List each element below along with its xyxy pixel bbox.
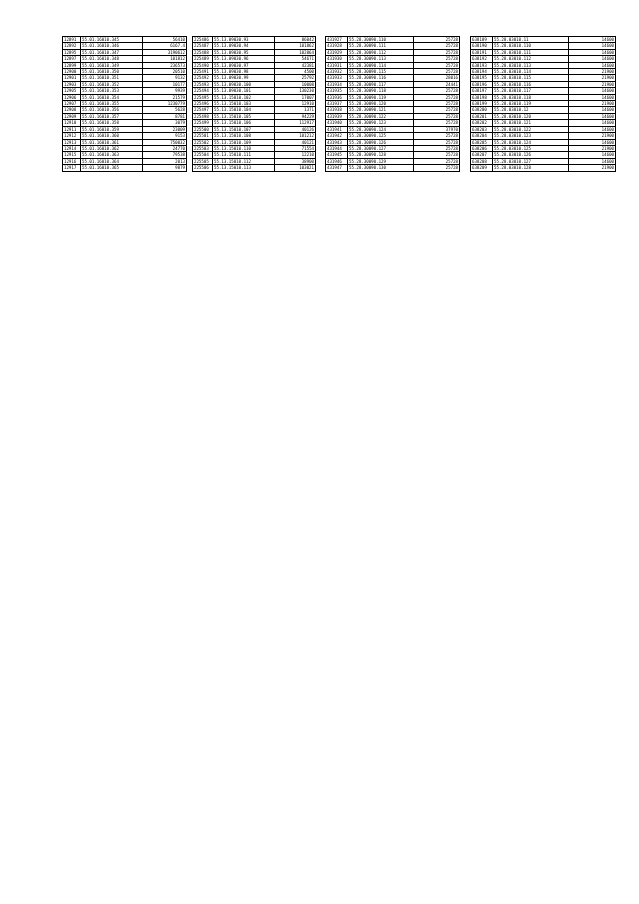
account-code: 55.01.16010.356 <box>81 107 143 113</box>
row-id: 638195 <box>471 75 493 81</box>
row-id: 431945 <box>326 152 348 158</box>
row-id: 638190 <box>471 43 493 49</box>
amount: 21900 <box>569 133 616 139</box>
row-id: 638209 <box>471 165 493 171</box>
row-id: 638192 <box>471 56 493 62</box>
row-id: 225500 <box>193 126 213 132</box>
amount: 8781 <box>143 113 187 119</box>
amount: 25792 <box>275 75 316 81</box>
amount: 236573 <box>143 62 187 68</box>
row-id: 225499 <box>193 120 213 126</box>
amount: 25728 <box>414 145 460 151</box>
amount: 37970 <box>414 126 460 132</box>
account-code: 55.13.15010.102 <box>213 94 275 100</box>
account-code: 55.13.15010.104 <box>213 107 275 113</box>
amount: 25728 <box>414 139 460 145</box>
row-id: 431935 <box>326 88 348 94</box>
amount: 56410 <box>143 37 187 43</box>
account-code: 55.01.16010.351 <box>81 75 143 81</box>
row-id: 225487 <box>193 43 213 49</box>
account-code: 55.28.03010.126 <box>493 152 569 158</box>
account-code: 55.28.30090.117 <box>348 81 414 87</box>
row-id: 638206 <box>471 145 493 151</box>
account-code: 55.28.03010.128 <box>493 165 569 171</box>
account-code: 55.01.16010.360 <box>81 133 143 139</box>
row-id: 225504 <box>193 152 213 158</box>
account-code: 55.13.09030.96 <box>213 56 275 62</box>
row-id: 12905 <box>63 88 81 94</box>
row-id: 225490 <box>193 62 213 68</box>
amount: 25728 <box>414 62 460 68</box>
account-code: 55.01.16010.357 <box>81 113 143 119</box>
table-row <box>193 165 316 171</box>
amount: 25728 <box>414 43 460 49</box>
amount: 9132 <box>143 75 187 81</box>
amount: 10177 <box>143 81 187 87</box>
amount: 86042 <box>275 37 316 43</box>
amount: 14600 <box>569 43 616 49</box>
amount: 25728 <box>414 120 460 126</box>
row-id: 638203 <box>471 126 493 132</box>
amount: 14600 <box>569 113 616 119</box>
amount: 1371 <box>275 107 316 113</box>
amount: 101212 <box>275 133 316 139</box>
account-code: 55.01.16010.358 <box>81 120 143 126</box>
account-code: 55.28.03010.11 <box>493 37 569 43</box>
account-code: 55.13.15010.110 <box>213 145 275 151</box>
row-id: 638204 <box>471 133 493 139</box>
row-id: 431947 <box>326 165 348 171</box>
amount: 25728 <box>414 49 460 55</box>
amount: 12910 <box>275 101 316 107</box>
row-id: 225488 <box>193 49 213 55</box>
row-id: 12895 <box>63 49 81 55</box>
amount: 94229 <box>275 113 316 119</box>
amount: 42381 <box>275 62 316 68</box>
ledger-column-3 <box>325 36 460 172</box>
amount: 40126 <box>275 126 316 132</box>
account-code: 55.13.15010.108 <box>213 133 275 139</box>
amount: 25728 <box>414 158 460 164</box>
account-code: 55.28.30090.112 <box>348 49 414 55</box>
row-id: 431930 <box>326 56 348 62</box>
row-id: 225492 <box>193 75 213 81</box>
row-id: 431929 <box>326 49 348 55</box>
account-code: 55.01.16010.359 <box>81 126 143 132</box>
account-code: 55.13.09030.101 <box>213 88 275 94</box>
account-code: 55.01.16010.346 <box>81 43 143 49</box>
row-id: 638198 <box>471 94 493 100</box>
account-code: 55.01.16010.350 <box>81 69 143 75</box>
account-code: 55.28.03010.112 <box>493 56 569 62</box>
account-code: 55.28.30090.116 <box>348 75 414 81</box>
row-id: 12892 <box>63 43 81 49</box>
row-id: 225491 <box>193 69 213 75</box>
row-id: 638189 <box>471 37 493 43</box>
account-code: 55.28.03010.123 <box>493 133 569 139</box>
table-row <box>471 165 616 171</box>
amount: 25728 <box>414 165 460 171</box>
account-code: 55.28.30090.120 <box>348 101 414 107</box>
amount: 130230 <box>275 88 316 94</box>
row-id: 225506 <box>193 165 213 171</box>
row-id: 12914 <box>63 145 81 151</box>
row-id: 638191 <box>471 49 493 55</box>
account-code: 55.01.16010.362 <box>81 145 143 151</box>
row-id: 431942 <box>326 133 348 139</box>
account-code: 55.28.03010.124 <box>493 139 569 145</box>
amount: 25728 <box>414 107 460 113</box>
row-id: 638201 <box>471 113 493 119</box>
table-row <box>63 165 187 171</box>
ledger-column-2 <box>192 36 316 172</box>
row-id: 12901 <box>63 75 81 81</box>
row-id: 225486 <box>193 37 213 43</box>
row-id: 225494 <box>193 88 213 94</box>
account-code: 55.01.16010.355 <box>81 101 143 107</box>
row-id: 638197 <box>471 88 493 94</box>
row-id: 431940 <box>326 120 348 126</box>
account-code: 55.13.15010.106 <box>213 120 275 126</box>
amount: 25728 <box>414 88 460 94</box>
account-code: 55.01.16010.345 <box>81 37 143 43</box>
amount: 9939 <box>143 88 187 94</box>
amount: 25728 <box>414 56 460 62</box>
amount: 25728 <box>414 113 460 119</box>
amount: 14600 <box>569 107 616 113</box>
account-code: 55.01.16010.365 <box>81 165 143 171</box>
row-id: 431946 <box>326 158 348 164</box>
account-code: 55.28.03010.121 <box>493 120 569 126</box>
row-id: 431941 <box>326 126 348 132</box>
amount: 4500 <box>275 69 316 75</box>
account-code: 55.01.16010.353 <box>81 88 143 94</box>
amount: 14600 <box>569 158 616 164</box>
row-id: 12900 <box>63 69 81 75</box>
amount: 10008 <box>275 81 316 87</box>
row-id: 225497 <box>193 107 213 113</box>
row-id: 431939 <box>326 113 348 119</box>
account-code: 55.28.30090.128 <box>348 152 414 158</box>
account-code: 55.28.30090.119 <box>348 94 414 100</box>
amount: 25728 <box>414 133 460 139</box>
row-id: 12909 <box>63 113 81 119</box>
amount: 3190612 <box>143 49 187 55</box>
account-code: 55.28.30090.125 <box>348 133 414 139</box>
account-code: 55.28.30090.122 <box>348 113 414 119</box>
row-id: 12908 <box>63 107 81 113</box>
row-id: 225495 <box>193 94 213 100</box>
amount: 14600 <box>569 94 616 100</box>
account-code: 55.13.09030.95 <box>213 49 275 55</box>
amount: 25728 <box>414 69 460 75</box>
amount: 750032 <box>143 139 187 145</box>
amount: 14600 <box>569 56 616 62</box>
account-code: 55.28.03010.12 <box>493 107 569 113</box>
account-code: 55.01.16010.364 <box>81 158 143 164</box>
amount: 5628 <box>143 107 187 113</box>
row-id: 431937 <box>326 101 348 107</box>
amount: 79538 <box>143 152 187 158</box>
row-id: 638208 <box>471 158 493 164</box>
account-code: 55.28.30090.126 <box>348 139 414 145</box>
row-id: 431944 <box>326 145 348 151</box>
amount: 14600 <box>569 49 616 55</box>
row-id: 12907 <box>63 101 81 107</box>
amount: 20510 <box>143 69 187 75</box>
amount: 28016 <box>414 75 460 81</box>
account-code: 55.28.30090.113 <box>348 56 414 62</box>
account-code: 55.28.03010.115 <box>493 75 569 81</box>
account-code: 55.01.16010.347 <box>81 49 143 55</box>
row-id: 638205 <box>471 139 493 145</box>
account-code: 55.01.16010.349 <box>81 62 143 68</box>
row-id: 638200 <box>471 107 493 113</box>
amount: 101812 <box>143 56 187 62</box>
row-id: 431938 <box>326 107 348 113</box>
row-id: 638193 <box>471 62 493 68</box>
row-id: 12906 <box>63 94 81 100</box>
row-id: 225501 <box>193 133 213 139</box>
account-code: 55.13.09030.98 <box>213 69 275 75</box>
account-code: 55.28.30090.114 <box>348 62 414 68</box>
account-code: 55.01.16010.363 <box>81 152 143 158</box>
account-code: 55.28.03010.116 <box>493 81 569 87</box>
row-id: 12911 <box>63 126 81 132</box>
row-id: 431933 <box>326 75 348 81</box>
amount: 9153 <box>143 133 187 139</box>
amount: 21900 <box>569 69 616 75</box>
amount: 40121 <box>275 139 316 145</box>
amount: 71554 <box>275 145 316 151</box>
amount: 112917 <box>275 120 316 126</box>
row-id: 12916 <box>63 158 81 164</box>
ledger-column-4 <box>470 36 616 172</box>
account-code: 55.28.30090.121 <box>348 107 414 113</box>
account-code: 55.28.30090.115 <box>348 69 414 75</box>
amount: 14600 <box>569 37 616 43</box>
amount: 3079 <box>143 120 187 126</box>
row-id: 431928 <box>326 43 348 49</box>
amount: 101862 <box>275 43 316 49</box>
row-id: 12899 <box>63 62 81 68</box>
row-id: 431932 <box>326 69 348 75</box>
row-id: 12903 <box>63 81 81 87</box>
row-id: 12912 <box>63 133 81 139</box>
account-code: 55.01.16010.352 <box>81 81 143 87</box>
account-code: 55.01.16010.361 <box>81 139 143 145</box>
row-id: 225503 <box>193 145 213 151</box>
row-id: 431943 <box>326 139 348 145</box>
account-code: 55.13.15010.112 <box>213 158 275 164</box>
amount: 25728 <box>414 152 460 158</box>
table-row <box>326 165 460 171</box>
account-code: 55.28.03010.118 <box>493 94 569 100</box>
amount: 21900 <box>569 145 616 151</box>
ledger-column-1 <box>62 36 187 172</box>
row-id: 638194 <box>471 69 493 75</box>
account-code: 55.13.09030.97 <box>213 62 275 68</box>
account-code: 55.13.15010.113 <box>213 165 275 171</box>
row-id: 12913 <box>63 139 81 145</box>
row-id: 12910 <box>63 120 81 126</box>
row-id: 225502 <box>193 139 213 145</box>
row-id: 12917 <box>63 165 81 171</box>
account-code: 55.28.30090.127 <box>348 145 414 151</box>
account-code: 55.13.15010.109 <box>213 139 275 145</box>
amount: 14600 <box>569 152 616 158</box>
amount: 24441 <box>414 81 460 87</box>
amount: 6167.4 <box>143 43 187 49</box>
row-id: 431934 <box>326 81 348 87</box>
account-code: 55.28.30090.111 <box>348 43 414 49</box>
row-id: 12897 <box>63 56 81 62</box>
amount: 14600 <box>569 88 616 94</box>
amount: 25728 <box>414 101 460 107</box>
account-code: 55.13.09030.99 <box>213 75 275 81</box>
account-code: 55.13.15010.107 <box>213 126 275 132</box>
account-code: 55.28.03010.122 <box>493 126 569 132</box>
account-code: 55.28.03010.127 <box>493 158 569 164</box>
account-code: 55.01.16010.354 <box>81 94 143 100</box>
account-code: 55.28.30090.130 <box>348 165 414 171</box>
row-id: 225489 <box>193 56 213 62</box>
account-code: 55.13.15010.103 <box>213 101 275 107</box>
row-id: 225493 <box>193 81 213 87</box>
amount: 54671 <box>275 56 316 62</box>
account-code: 55.28.03010.117 <box>493 88 569 94</box>
amount: 14600 <box>569 62 616 68</box>
amount: 21900 <box>569 165 616 171</box>
amount: 24770 <box>143 145 187 151</box>
amount: 38900 <box>275 158 316 164</box>
amount: 103021 <box>275 165 316 171</box>
account-code: 55.13.09030.93 <box>213 37 275 43</box>
amount: 25728 <box>414 37 460 43</box>
amount: 2013 <box>143 158 187 164</box>
account-code: 55.28.03010.110 <box>493 43 569 49</box>
amount: 14600 <box>569 139 616 145</box>
account-code: 55.13.09030.94 <box>213 43 275 49</box>
row-id: 431931 <box>326 62 348 68</box>
account-code: 55.28.30090.129 <box>348 158 414 164</box>
row-id: 225505 <box>193 158 213 164</box>
row-id: 431936 <box>326 94 348 100</box>
amount: 21900 <box>569 101 616 107</box>
account-code: 55.28.03010.114 <box>493 69 569 75</box>
account-code: 55.13.15010.111 <box>213 152 275 158</box>
amount: 23009 <box>143 126 187 132</box>
row-id: 12891 <box>63 37 81 43</box>
amount: 9879 <box>143 165 187 171</box>
account-code: 55.28.03010.125 <box>493 145 569 151</box>
amount: 12210 <box>275 152 316 158</box>
amount: 1230779 <box>143 101 187 107</box>
amount: 21579 <box>143 94 187 100</box>
amount: 21900 <box>569 81 616 87</box>
amount: 21900 <box>569 75 616 81</box>
account-code: 55.28.30090.118 <box>348 88 414 94</box>
account-code: 55.28.03010.111 <box>493 49 569 55</box>
row-id: 638207 <box>471 152 493 158</box>
row-id: 638199 <box>471 101 493 107</box>
account-code: 55.28.03010.113 <box>493 62 569 68</box>
account-code: 55.28.03010.120 <box>493 113 569 119</box>
account-code: 55.28.30090.110 <box>348 37 414 43</box>
row-id: 225496 <box>193 101 213 107</box>
account-code: 55.01.16010.348 <box>81 56 143 62</box>
amount: 102864 <box>275 49 316 55</box>
amount: 17007 <box>275 94 316 100</box>
row-id: 225498 <box>193 113 213 119</box>
amount: 14600 <box>569 120 616 126</box>
row-id: 638202 <box>471 120 493 126</box>
amount: 25728 <box>414 94 460 100</box>
row-id: 638196 <box>471 81 493 87</box>
account-code: 55.28.03010.119 <box>493 101 569 107</box>
account-code: 55.28.30090.124 <box>348 126 414 132</box>
row-id: 12915 <box>63 152 81 158</box>
amount: 14600 <box>569 126 616 132</box>
account-code: 55.28.30090.123 <box>348 120 414 126</box>
row-id: 431927 <box>326 37 348 43</box>
account-code: 55.13.09030.100 <box>213 81 275 87</box>
account-code: 55.13.15010.105 <box>213 113 275 119</box>
